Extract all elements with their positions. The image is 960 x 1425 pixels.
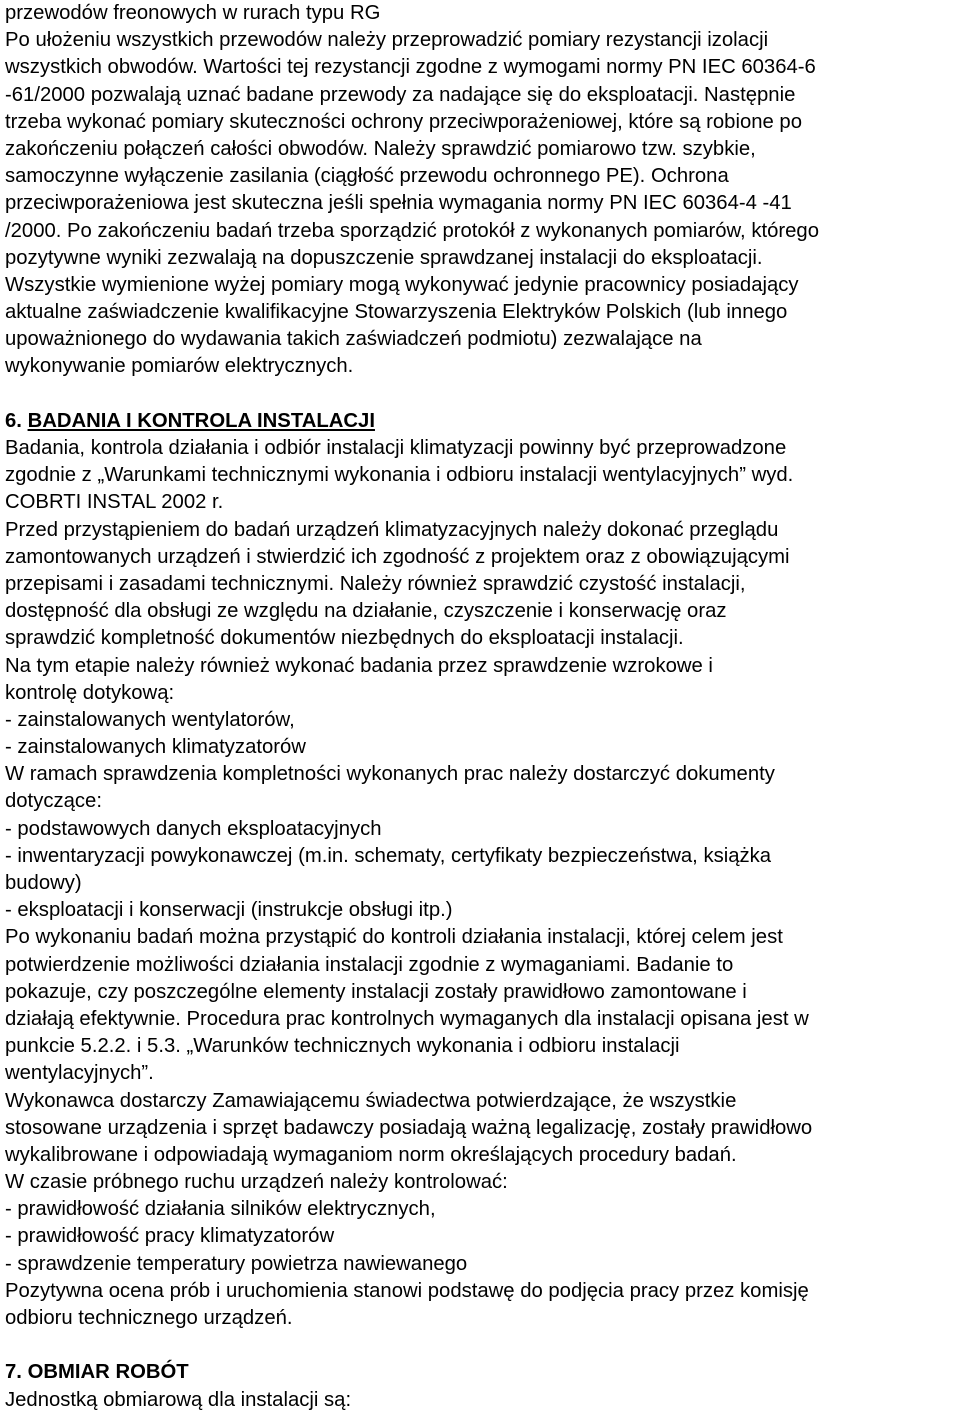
text-line: aktualne zaświadczenie kwalifikacyjne Stowarzyszenia Elektryków Polskich (lub innego: [5, 301, 788, 324]
text-line: pokazuje, czy poszczególne elementy instalacji zostały prawidłowo zamontowane i: [5, 980, 747, 1003]
text-line: Jednostką obmiarową dla instalacji są:: [5, 1388, 352, 1411]
text-line: zakończeniu połączeń całości obwodów. Należy sprawdzić pomiarowo tzw. szybkie,: [5, 137, 756, 160]
text-line: przepisami i zasadami technicznymi. Należy również sprawdzić czystość instalacji,: [5, 572, 746, 595]
text-line: dotyczące:: [5, 790, 102, 813]
section-6-heading: [5, 408, 957, 435]
text-line: wykalibrowane i odpowiadają wymaganiom norm określających procedury badań.: [5, 1143, 737, 1166]
text-line: Wykonawca dostarczy Zamawiającemu świadectwa potwierdzające, że wszystkie: [5, 1089, 737, 1112]
text-line: - zainstalowanych wentylatorów,: [5, 708, 295, 731]
text-line: - inwentaryzacji powykonawczej (m.in. schematy, certyfikaty bezpieczeństwa, książka: [5, 844, 772, 867]
text-line: - sprawdzenie temperatury powietrza nawiewanego: [5, 1252, 468, 1275]
text-line: - prawidłowość działania silników elektrycznych,: [5, 1198, 436, 1221]
blank-line: [5, 1332, 957, 1359]
text-line: Po ułożeniu wszystkich przewodów należy przeprowadzić pomiary rezystancji izolacji: [5, 29, 769, 52]
text-line: /2000. Po zakończeniu badań trzeba sporządzić protokół z wykonanych pomiarów, którego: [5, 219, 819, 242]
text-line: sprawdzić kompletność dokumentów niezbędnych do eksploatacji instalacji.: [5, 627, 684, 650]
text-line: - eksploatacji i konserwacji (instrukcje obsługi itp.): [5, 899, 453, 922]
text-line: W ramach sprawdzenia kompletności wykonanych prac należy dostarczyć dokumenty: [5, 763, 775, 786]
text-line: Przed przystąpieniem do badań urządzeń klimatyzacyjnych należy dokonać przeglądu: [5, 518, 779, 541]
blank-line: [5, 381, 957, 408]
text-line: upoważnionego do wydawania takich zaświadczeń podmiotu) zezwalające na: [5, 328, 702, 351]
text-line: - prawidłowość pracy klimatyzatorów: [5, 1225, 335, 1248]
text-line: wentylacyjnych”.: [5, 1062, 154, 1085]
text-line: Na tym etapie należy również wykonać badania przez sprawdzenie wzrokowe i: [5, 654, 713, 677]
text-line: potwierdzenie możliwości działania instalacji zgodnie z wymaganiami. Badanie to: [5, 953, 734, 976]
text-line: przeciwporażeniowa jest skuteczna jeśli spełnia wymagania normy PN IEC 60364-4 -41: [5, 192, 792, 215]
document-page: [5, 0, 957, 1414]
text-line: stosowane urządzenia i sprzęt badawczy posiadają ważną legalizację, zostały prawidłowo: [5, 1116, 813, 1139]
text-line: przewodów freonowych w rurach typu RG: [5, 2, 381, 24]
text-line: samoczynne wyłączenie zasilania (ciągłość przewodu ochronnego PE). Ochrona: [5, 165, 729, 188]
text-line: Badania, kontrola działania i odbiór instalacji klimatyzacji powinny być przeprowadzone: [5, 437, 787, 459]
section-7-number: 7.: [5, 1361, 22, 1384]
text-line: odbioru technicznego urządzeń.: [5, 1307, 293, 1329]
section-6-body: [5, 435, 957, 1332]
text-line: budowy): [5, 872, 82, 894]
text-line: punkcie 5.2.2. i 5.3. „Warunków technicznych wykonania i odbioru instalacji: [5, 1035, 680, 1058]
text-line: Po wykonaniu badań można przystąpić do kontroli działania instalacji, której celem jest: [5, 926, 783, 949]
section-5-tail: [5, 0, 957, 381]
text-line: wszystkich obwodów. Wartości tej rezystancji zgodne z wymogami normy PN IEC 60364-6: [5, 56, 816, 79]
text-line: -61/2000 pozwalają uznać badane przewody za nadające się do eksploatacji. Następnie: [5, 83, 796, 106]
section-6-number: 6.: [5, 409, 22, 432]
text-line: Pozytywna ocena prób i uruchomienia stanowi podstawę do podjęcia pracy przez komisję: [5, 1279, 809, 1302]
text-line: zamontowanych urządzeń i stwierdzić ich zgodność z projektem oraz z obowiązującymi: [5, 545, 790, 568]
text-line: COBRTI INSTAL 2002 r.: [5, 491, 224, 514]
text-line: dostępność dla obsługi ze względu na działanie, czyszczenie i konserwację oraz: [5, 600, 727, 623]
text-line: W czasie próbnego ruchu urządzeń należy kontrolować:: [5, 1171, 508, 1194]
section-7-body: [5, 1387, 957, 1414]
text-line: wykonywanie pomiarów elektrycznych.: [5, 355, 354, 378]
text-line: Wszystkie wymienione wyżej pomiary mogą wykonywać jedynie pracownicy posiadający: [5, 273, 799, 296]
section-7-title: OBMIAR ROBÓT: [27, 1361, 189, 1384]
text-line: działają efektywnie. Procedura prac kontrolnych wymaganych dla instalacji opisana jest w: [5, 1007, 809, 1030]
text-line: zgodnie z „Warunkami technicznymi wykonania i odbioru instalacji wentylacyjnych” wyd.: [5, 464, 794, 487]
text-line: - podstawowych danych eksploatacyjnych: [5, 817, 382, 840]
section-7-heading: [5, 1359, 957, 1386]
text-line: kontrolę dotykową:: [5, 681, 175, 704]
text-line: pozytywne wyniki zezwalają na dopuszczenie sprawdzanej instalacji do eksploatacji.: [5, 246, 763, 269]
section-6-title: BADANIA I KONTROLA INSTALACJI: [27, 409, 375, 432]
text-line: - zainstalowanych klimatyzatorów: [5, 736, 306, 759]
text-line: trzeba wykonać pomiary skuteczności ochrony przeciwporażeniowej, które są robione po: [5, 110, 802, 133]
